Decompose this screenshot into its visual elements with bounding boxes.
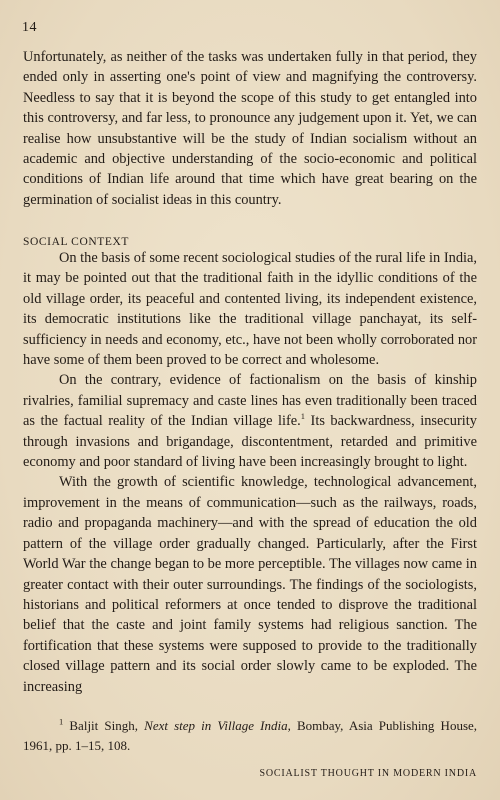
paragraph: Unfortunately, as neither of the tasks was undertaken fully in that period, they ended only in asserting one's point of view and magnifying the controversy. Needless to say that it is beyond the scope of this study to get entangled into this controversy, and far less, to pronounce any judgement upon it. Yet, we can realise how unsubstantive will be the study of Indian socialism without an academic and objective understanding of the socio-economic and political conditions of Indian life around that time which have great bearing on the germination of socialist ideas in this country. xyxy=(23,49,477,208)
footnote-details: Bombay, Asia Publishing House, 1961, pp. 1–15, 108. xyxy=(23,718,478,753)
paragraph-text: Its backwardness, insecurity through invasions and brigandage, discontentment, retarded and primitive economy and poor standard of living have been increasingly brought to light. xyxy=(23,413,477,471)
running-footer: SOCIALIST THOUGHT IN MODERN INDIA xyxy=(259,768,477,779)
opening-paragraph-block xyxy=(23,47,477,210)
footnote-author: Baljit Singh, xyxy=(69,718,139,733)
section-heading: SOCIAL CONTEXT xyxy=(23,236,130,248)
page-number: 14 xyxy=(22,20,37,35)
footnote xyxy=(23,716,477,755)
paragraph: On the basis of some recent sociological studies of the rural life in India, it may be pointed out that the traditional faith in the idyllic conditions of the old village order, its peaceful and contented living, its independent existence, its democratic institutions like the traditional village panchayat, its self-sufficiency in needs and economy, etc., have not been wholly corroborated nor have some of them been proved to be correct and wholesome. xyxy=(23,250,478,369)
footnote-reference: 1 xyxy=(300,411,306,422)
paragraph: With the growth of scientific knowledge, technological advancement, improvement in the means of communication—such as the railways, roads, radio and propaganda machinery—and with the spread of education the old pattern of the village order gradually changed. Particularly, after the First World War the change began to be more perceptible. The villages now came in greater contact with their outer surroundings. The findings of the sociologists, historians and political reformers at once tended to disprove the traditional belief that the caste and joint family systems had religious sanction. The fortification that these systems were supposed to provide to the traditionally closed village pattern and its social order slowly came to be exploded. The increasing xyxy=(23,474,477,695)
footnote-title: Next step in Village India, xyxy=(144,718,291,733)
paragraph xyxy=(23,370,477,472)
social-context-text xyxy=(23,248,477,697)
paragraph-text: On the contrary, evidence of factionalism on the basis of kinship rivalries, familial supremacy and caste lines has even traditionally been traced as the factual reality of the Indian village life. xyxy=(23,372,477,430)
footnote-marker: 1 xyxy=(59,716,64,727)
